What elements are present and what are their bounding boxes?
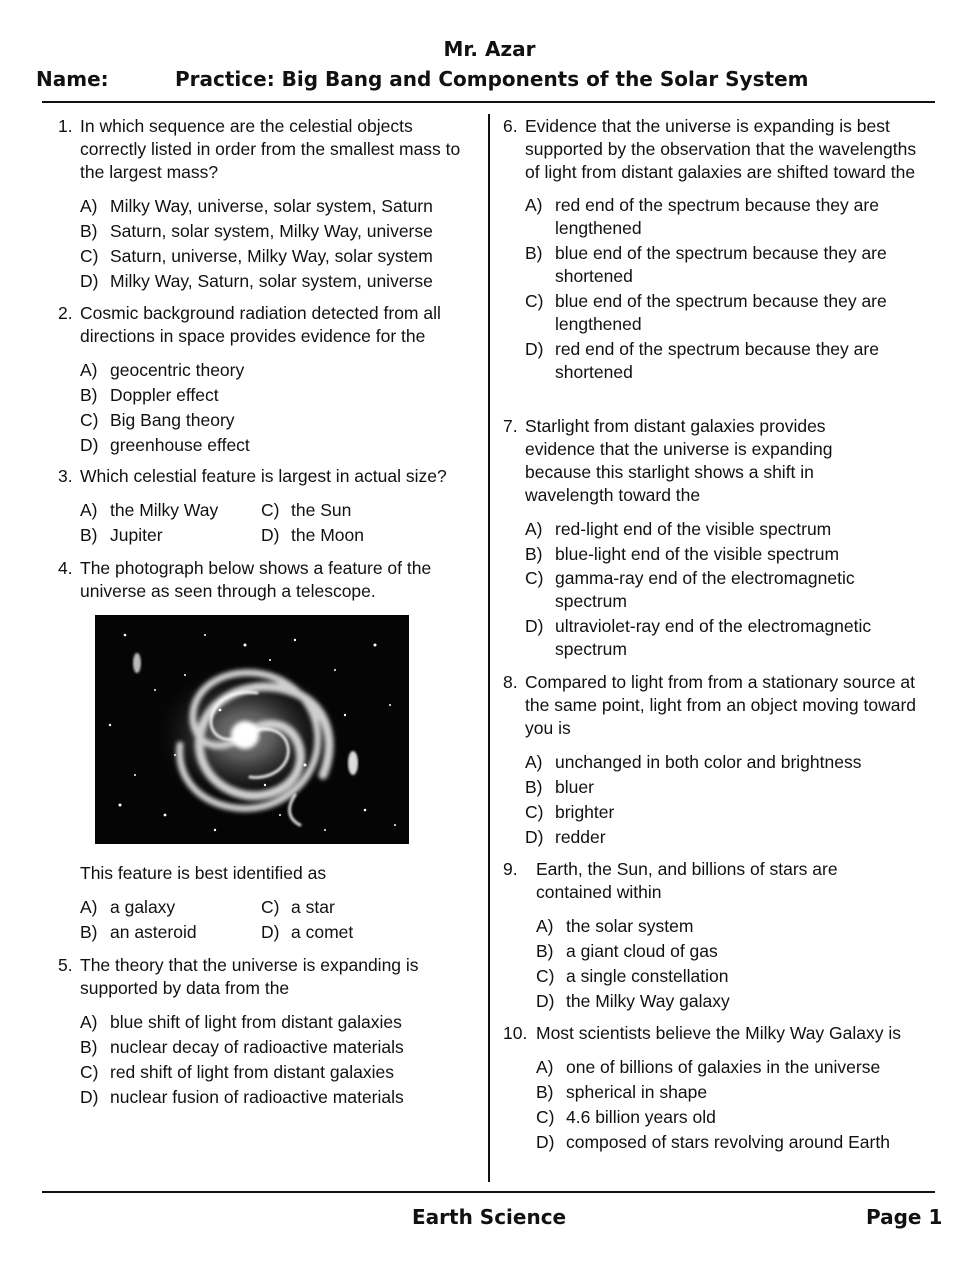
option-a: A) blue shift of light from distant galaxies: [80, 1012, 402, 1032]
option-c: C) red shift of light from distant galaxies: [80, 1062, 395, 1082]
galaxy-photo: [95, 615, 409, 844]
question-number: 6.: [503, 116, 518, 136]
option-a: A) one of billions of galaxies in the universe: [536, 1057, 881, 1077]
question-number: 2.: [58, 303, 73, 323]
question-10: [503, 1022, 933, 1155]
option-a: A) the Milky Way: [80, 500, 219, 520]
question-number: 9.: [503, 859, 518, 879]
option-a: A) Milky Way, universe, solar system, Saturn: [80, 196, 433, 216]
header-divider: [42, 101, 935, 103]
question-7: [503, 415, 933, 663]
question-number: 8.: [503, 672, 518, 692]
question-2: [58, 302, 483, 458]
name-label: Name:: [36, 67, 109, 91]
option-d: D) a comet: [261, 922, 354, 942]
option-d: D) Milky Way, Saturn, solar system, universe: [80, 271, 433, 291]
column-divider: [488, 114, 490, 1182]
option-a: A) the solar system: [536, 916, 694, 936]
question-number: 10.: [503, 1023, 528, 1043]
question-number: 4.: [58, 558, 73, 578]
question-number: 3.: [58, 466, 73, 486]
question-number: 1.: [58, 116, 73, 136]
option-b: B) Doppler effect: [80, 385, 219, 405]
option-d: D) nuclear fusion of radioactive materials: [80, 1087, 404, 1107]
option-b: B) nuclear decay of radioactive materials: [80, 1037, 404, 1057]
question-3: [58, 465, 486, 548]
option-c: C) blue end of the spectrum because they are lengthened: [525, 291, 887, 334]
option-c: C) brighter: [525, 802, 615, 822]
option-d: D) ultraviolet-ray end of the electromagnetic spectrum: [525, 616, 872, 659]
option-c: C) Big Bang theory: [80, 410, 235, 430]
option-b: B) Saturn, solar system, Milky Way, universe: [80, 221, 433, 241]
option-a: A) red end of the spectrum because they are lengthened: [525, 195, 879, 238]
question-stem: The theory that the universe is expanding is supported by data from the: [80, 955, 419, 998]
question-stem: The photograph below shows a feature of the universe as seen through a telescope.: [80, 558, 432, 601]
option-a: A) a galaxy: [80, 897, 176, 917]
option-d: D) greenhouse effect: [80, 435, 250, 455]
option-a: A) unchanged in both color and brightness: [525, 752, 862, 772]
option-c: C) Saturn, universe, Milky Way, solar system: [80, 246, 433, 266]
question-stem: Earth, the Sun, and billions of stars are contained within: [536, 859, 838, 902]
question-stem: Cosmic background radiation detected from all directions in space provides evidence for the: [80, 303, 441, 346]
option-d: D) the Milky Way galaxy: [536, 991, 730, 1011]
question-stem: Which celestial feature is largest in actual size?: [80, 466, 447, 486]
option-b: B) Jupiter: [80, 525, 163, 545]
option-d: D) the Moon: [261, 525, 364, 545]
question-number: 7.: [503, 416, 518, 436]
option-a: A) geocentric theory: [80, 360, 245, 380]
question-6: [503, 115, 933, 386]
question-number: 5.: [58, 955, 73, 975]
option-c: C) a single constellation: [536, 966, 729, 986]
question-stem: Most scientists believe the Milky Way Galaxy is: [536, 1023, 902, 1043]
question-5: [58, 954, 483, 1110]
option-b: B) spherical in shape: [536, 1082, 708, 1102]
option-d: D) redder: [525, 827, 606, 847]
option-c: C) 4.6 billion years old: [536, 1107, 716, 1127]
footer-subject: Earth Science: [412, 1205, 567, 1229]
option-c: C) gamma-ray end of the electromagnetic spectrum: [525, 568, 855, 611]
question-followup: This feature is best identified as: [80, 863, 327, 883]
option-b: B) bluer: [525, 777, 594, 797]
option-d: D) red end of the spectrum because they are shortened: [525, 339, 879, 382]
question-stem: Starlight from distant galaxies provides evidence that the universe is expanding because this starlight shows a shift in wavelength toward the: [525, 416, 833, 505]
footer-divider: [42, 1191, 935, 1193]
page-title: Practice: Big Bang and Components of the Solar System: [175, 67, 809, 91]
question-4: [58, 557, 483, 603]
option-a: A) red-light end of the visible spectrum: [525, 519, 832, 539]
question-stem: In which sequence are the celestial objects correctly listed in order from the smallest mass to the largest mass?: [80, 116, 461, 182]
question-4-followup: [58, 862, 483, 945]
option-c: C) the Sun: [261, 500, 352, 520]
option-d: D) composed of stars revolving around Earth: [536, 1132, 890, 1152]
option-b: B) blue end of the spectrum because they are shortened: [525, 243, 887, 286]
question-stem: Evidence that the universe is expanding is best supported by the observation that the wavelengths of light from distant galaxies are shifted toward the: [525, 116, 917, 182]
question-1: [58, 115, 483, 294]
option-b: B) an asteroid: [80, 922, 197, 942]
option-b: B) a giant cloud of gas: [536, 941, 718, 961]
option-c: C) a star: [261, 897, 335, 917]
question-8: [503, 671, 935, 850]
question-stem: Compared to light from from a stationary source at the same point, light from an object moving toward you is: [525, 672, 917, 738]
question-9: [503, 858, 933, 1014]
option-b: B) blue-light end of the visible spectrum: [525, 544, 840, 564]
footer-page-number: Page 1: [866, 1205, 943, 1229]
teacher-name: Mr. Azar: [443, 37, 536, 61]
